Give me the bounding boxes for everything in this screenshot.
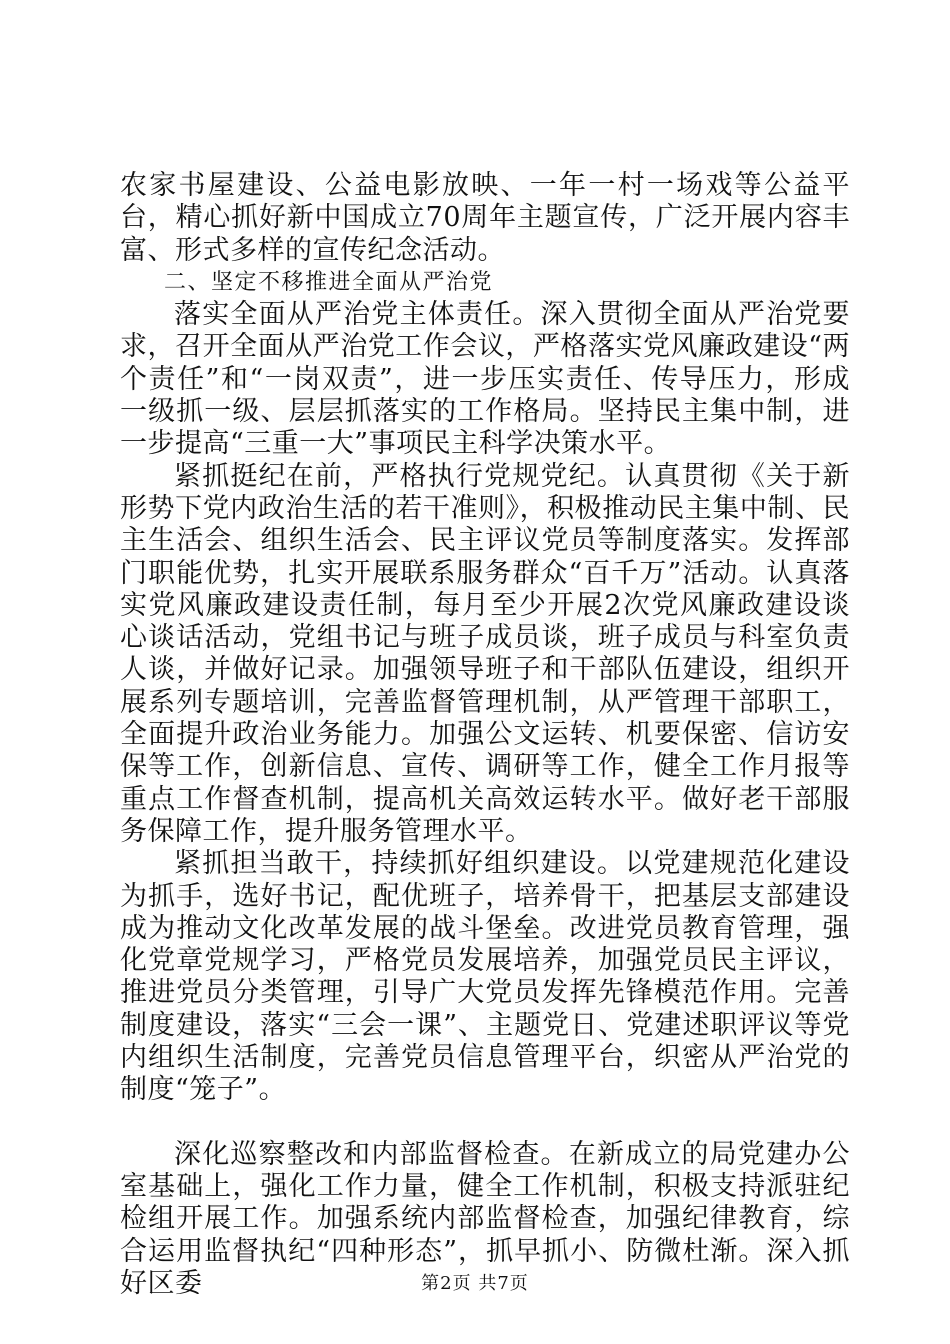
paragraph-responsibility: 落实全面从严治党主体责任。深入贯彻全面从严治党要求，召开全面从严治党工作会议，严格落实党风廉政建设“两个责任”和“一岗双责”，进一步压实责任、传导压力，形成一级抓一级、层层抓落实的工作格局。坚持民主集中制，进一步提高“三重一大”事项民主科学决策水平。	[120, 299, 850, 460]
document-body	[120, 170, 850, 1300]
paragraph-inspection: 深化巡察整改和内部监督检查。在新成立的局党建办公室基础上，强化工作力量，健全工作机制，积极支持派驻纪检组开展工作。加强系统内部监督检查，加强纪律教育，综合运用监督执纪“四种形态”，抓早抓小、防微杜渐。深入抓好区委	[120, 1138, 850, 1299]
page-number-footer: 第2页 共7页	[421, 1273, 529, 1294]
paragraph-discipline: 紧抓挺纪在前，严格执行党规党纪。认真贯彻《关于新形势下党内政治生活的若干准则》，积极推动民主集中制、民主生活会、组织生活会、民主评议党员等制度落实。发挥部门职能优势，扎实开展联系服务群众“百千万”活动。认真落实党风廉政建设责任制，每月至少开展2次党风廉政建设谈心谈话活动，党组书记与班子成员谈，班子成员与科室负责人谈，并做好记录。加强领导班子和干部队伍建设，组织开展系列专题培训，完善监督管理机制，从严管理干部职工，全面提升政治业务能力。加强公文运转、机要保密、信访安保等工作，创新信息、宣传、调研等工作，健全工作月报等重点工作督查机制，提高机关高效运转水平。做好老干部服务保障工作，提升服务管理水平。	[120, 460, 850, 847]
section-heading: 二、坚定不移推进全面从严治党	[164, 269, 494, 295]
paragraph-continuation: 农家书屋建设、公益电影放映、一年一村一场戏等公益平台，精心抓好新中国成立70周年主题宣传，广泛开展内容丰富、形式多样的宣传纪念活动。	[120, 170, 850, 266]
paragraph-organization: 紧抓担当敢干，持续抓好组织建设。以党建规范化建设为抓手，选好书记，配优班子，培养骨干，把基层支部建设成为推动文化改革发展的战斗堡垒。改进党员教育管理，强化党章党规学习，严格党员发展培养，加强党员民主评议，推进党员分类管理，引导广大党员发挥先锋模范作用。完善制度建设，落实“三会一课”、主题党日、党建述职评议等党内组织生活制度，完善党员信息管理平台，织密从严治党的制度“笼子”。	[120, 848, 850, 1106]
